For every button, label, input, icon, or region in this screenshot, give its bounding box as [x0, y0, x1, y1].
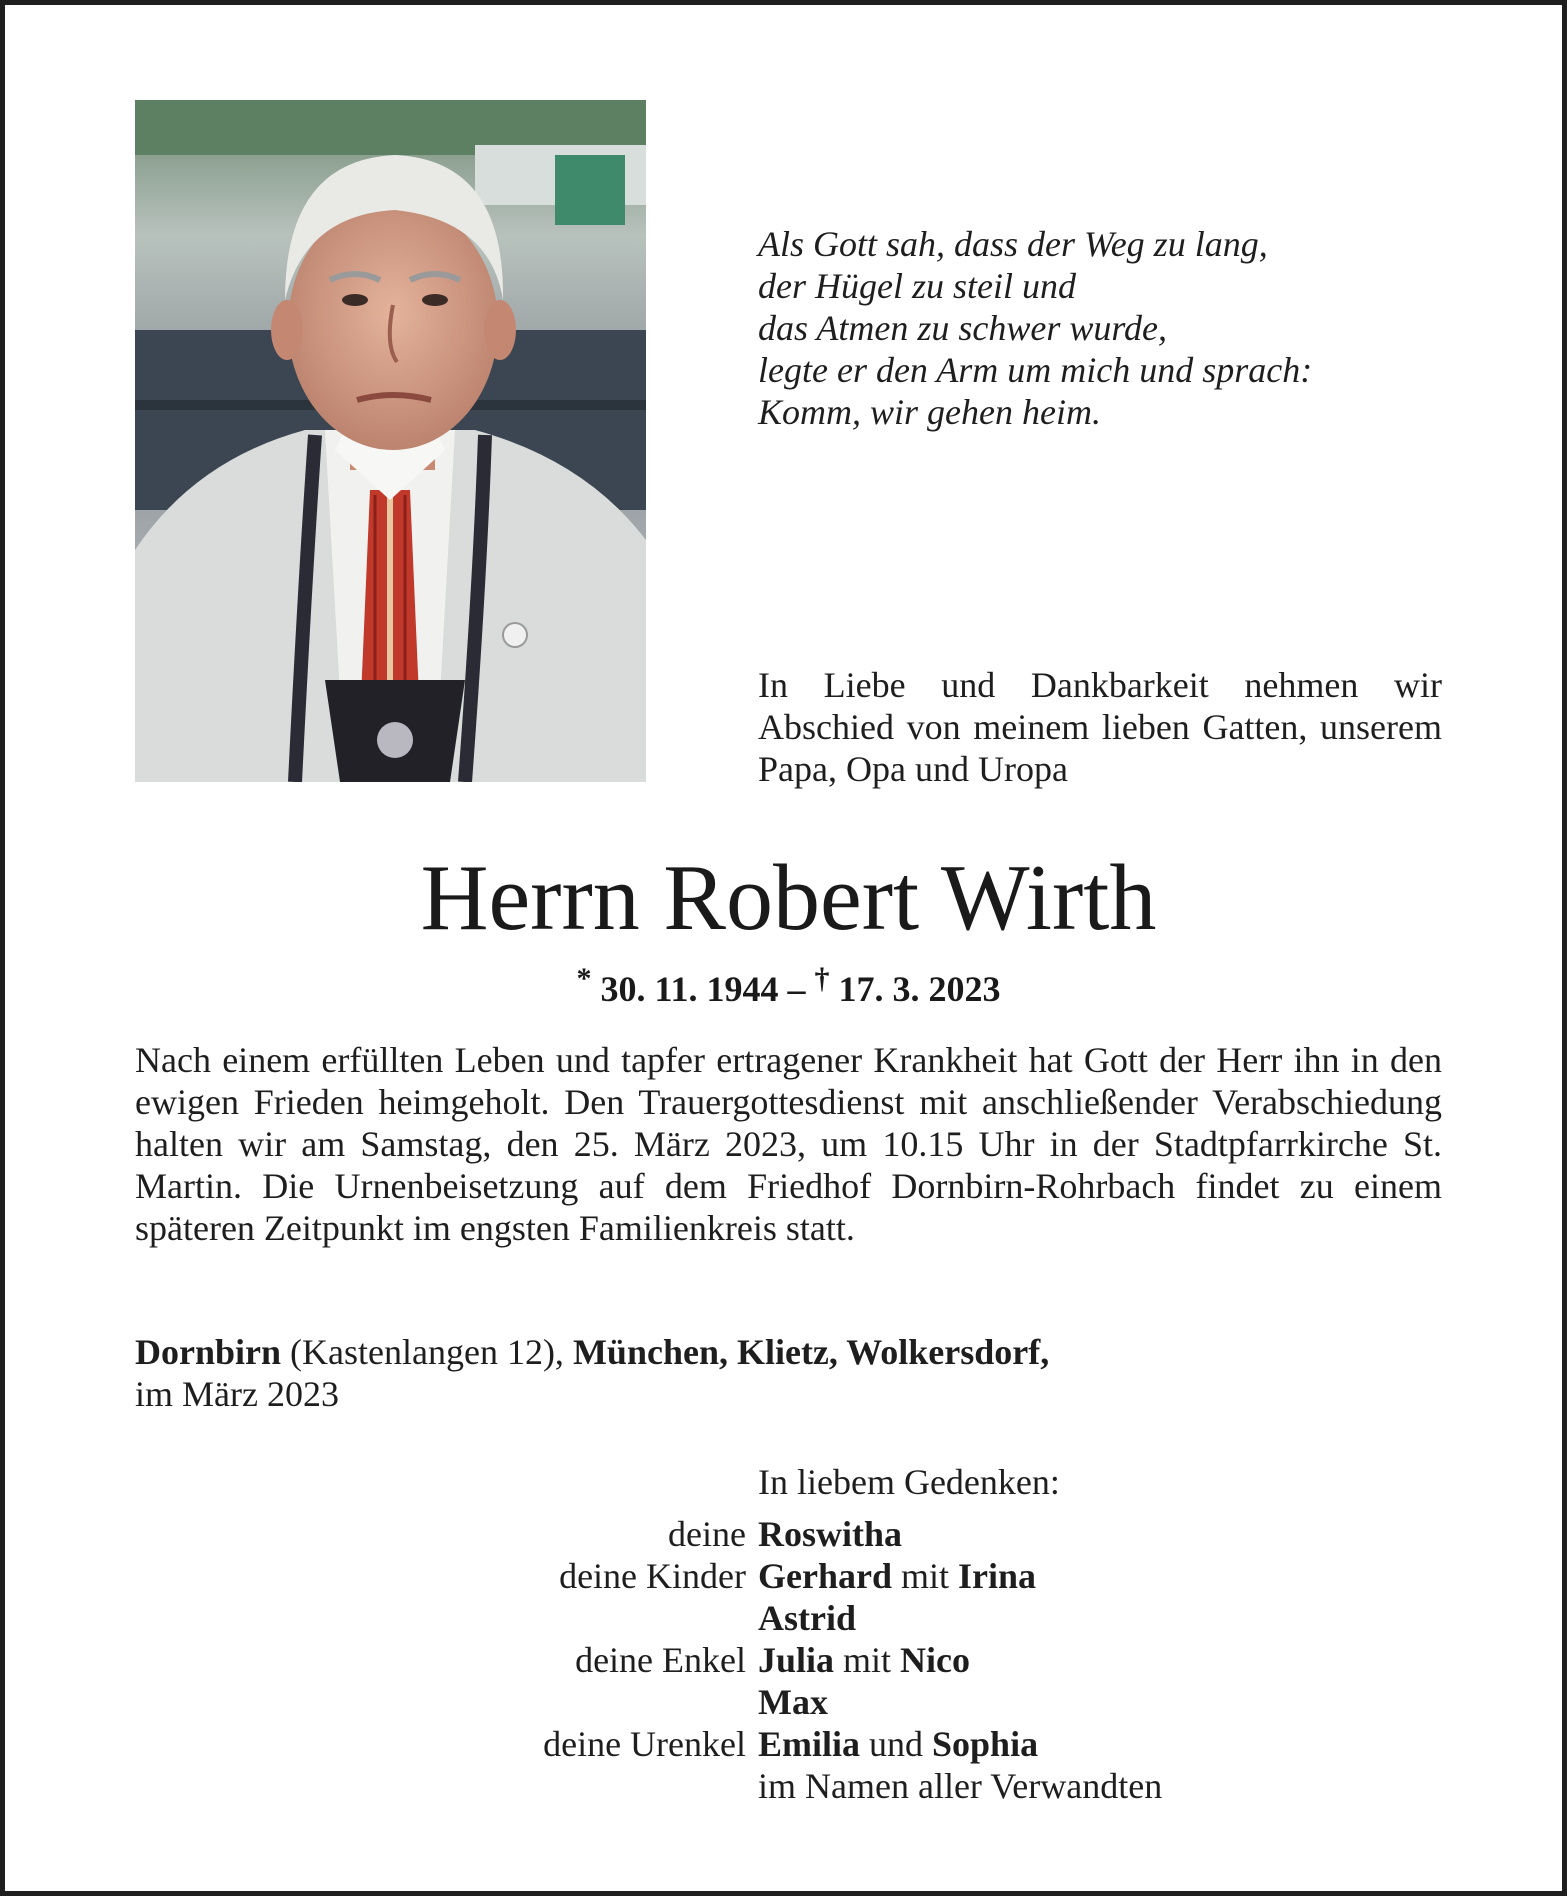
- life-dates: [5, 957, 1567, 1011]
- place-address: (Kastenlangen 12),: [281, 1332, 573, 1372]
- signer-name: Roswitha: [758, 1514, 903, 1554]
- poem-line: legte er den Arm um mich und sprach:: [758, 350, 1313, 390]
- date-dash: –: [787, 969, 806, 1009]
- death-symbol: †: [814, 962, 830, 995]
- signer-name: Max: [758, 1682, 828, 1722]
- death-date: 17. 3. 2023: [838, 969, 1001, 1009]
- signer-row: [335, 1681, 1435, 1723]
- signer-row: [335, 1765, 1435, 1807]
- signer-row: [335, 1555, 1435, 1597]
- poem-line: Als Gott sah, dass der Weg zu lang,: [758, 224, 1268, 264]
- poem: [758, 223, 1458, 433]
- farewell-text: In Liebe und Dankbarkeit nehmen wir Abschied von meinem lieben Gatten, unserem Papa, Opa und Uropa: [758, 665, 1442, 789]
- signer-relation: deine Enkel: [575, 1640, 746, 1680]
- poem-line: das Atmen zu schwer wurde,: [758, 308, 1167, 348]
- portrait-photo: [135, 100, 646, 782]
- place-line: [135, 1331, 1442, 1415]
- place-date: im März 2023: [135, 1374, 339, 1414]
- signer-name: Sophia: [932, 1724, 1039, 1764]
- portrait-illustration: [135, 100, 646, 782]
- signer-name: Nico: [900, 1640, 971, 1680]
- signer-row: [335, 1723, 1435, 1765]
- poem-line: der Hügel zu steil und: [758, 266, 1076, 306]
- deceased-name: Herrn Robert Wirth: [420, 846, 1157, 950]
- place-city: Dornbirn: [135, 1332, 282, 1372]
- birth-symbol: *: [576, 962, 592, 995]
- memory-heading: In liebem Gedenken:: [758, 1462, 1060, 1502]
- signer-relation: deine: [668, 1514, 746, 1554]
- place-others: München, Klietz, Wolkersdorf,: [572, 1332, 1050, 1372]
- signer-row: [335, 1513, 1435, 1555]
- poem-line: Komm, wir gehen heim.: [758, 392, 1101, 432]
- announcement-text: Nach einem erfüllten Leben und tapfer ertragener Krankheit hat Gott der Herr ihn in den ewigen Frieden heimgeholt. Den Trauergottesdienst mit anschließender Verabschiedung halten wir am Samstag, den 25. März 2023, um 10.15 Uhr in der Stadtpfarrkirche St. Martin. Die Urnenbeisetzung auf dem Friedhof Dornbirn-Rohrbach findet zu einem späteren Zeitpunkt im engsten Familienkreis statt.: [135, 1040, 1442, 1248]
- birth-date: 30. 11. 1944: [600, 969, 779, 1009]
- signer-row: [335, 1597, 1435, 1639]
- signers-closing: im Namen aller Verwandten: [758, 1766, 1163, 1806]
- signer-name: Julia: [758, 1640, 835, 1680]
- signers-list: [335, 1513, 1435, 1807]
- signer-conjunction: mit: [834, 1640, 901, 1680]
- signer-name: Emilia: [758, 1724, 861, 1764]
- signer-row: [335, 1639, 1435, 1681]
- signer-name: Astrid: [758, 1598, 856, 1638]
- signer-name: Gerhard: [758, 1556, 892, 1596]
- signer-relation: deine Urenkel: [543, 1724, 746, 1764]
- signer-relation: deine Kinder: [559, 1556, 746, 1596]
- signer-name: Irina: [958, 1556, 1037, 1596]
- signer-conjunction: mit: [891, 1556, 958, 1596]
- signer-conjunction: und: [860, 1724, 933, 1764]
